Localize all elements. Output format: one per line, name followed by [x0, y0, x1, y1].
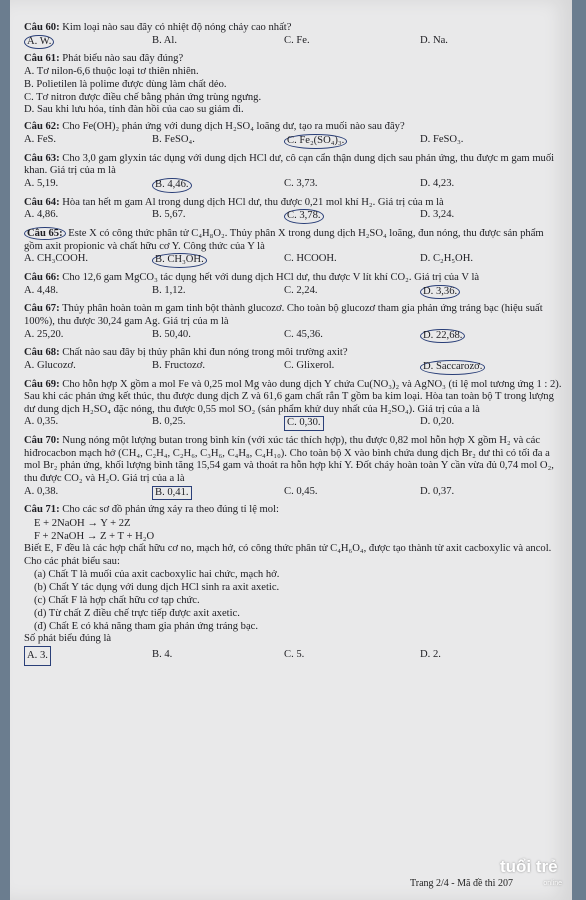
question-62	[24, 121, 564, 148]
option-a: A. 25,20.	[24, 328, 64, 340]
option-b-marked: B. 0,41.	[152, 486, 192, 501]
option-b: B. 50,40.	[152, 328, 191, 340]
question-number: Câu 69:	[24, 378, 60, 390]
option-d-marked: D. 22,68.	[420, 329, 465, 344]
logo-text: tuổi trẻ	[500, 857, 558, 876]
question-number: Câu 64:	[24, 196, 60, 208]
question-number: Câu 65:	[24, 227, 66, 240]
option-a: A. 0,38.	[24, 485, 59, 497]
question-68	[24, 347, 564, 374]
option-d-marked: D. Saccarozơ.	[420, 360, 485, 375]
option-a: A. CH₃COOH.	[24, 253, 89, 265]
statements-intro: Cho các phát biểu sau:	[24, 555, 120, 567]
question-stem: Cho 3,0 gam glyxin tác dụng với dung dịch HCl dư, cô cạn cẩn thận dung dịch sau phản ứng, thu được m gam muối khan. Giá trị của m là	[24, 152, 555, 177]
option-c: C. Glixerol.	[284, 359, 335, 371]
question-number: Câu 61:	[24, 53, 60, 65]
option-c: C. Fe.	[284, 34, 310, 46]
question-number: Câu 62:	[24, 121, 60, 133]
question-ask: Số phát biểu đúng là	[24, 633, 112, 645]
question-stem: Chất nào sau đây bị thủy phân khi đun nóng trong môi trường axit?	[62, 347, 348, 359]
option-a: A. 0,35.	[24, 416, 59, 428]
option-c: C. 45,36.	[284, 328, 323, 340]
option-b: B. 5,67.	[152, 209, 186, 221]
option-d-marked: D. 3,36.	[420, 285, 460, 300]
question-stem: Nung nóng một lượng butan trong bình kín (với xúc tác thích hợp), thu được 0,82 mol hỗn hợp X gồm H₂ và các hiđrocacbon mạch hở (CH₄, C₂H₄, C₂H₆, C₃H₆, C₄H₈, C₄H₁₀). Cho toàn bộ X vào bình chứa dung dịch Br₂ dư thì có tối đa a mol Br₂ phản ứng, khối lượng bình tăng 15,54 gam và thoát ra hỗn hợp khí Y. Đốt cháy hoàn toàn Y cần vừa đủ 0,74 mol O₂, thu được CO₂ và H₂O. Giá trị của a là	[24, 435, 554, 485]
statement-d: (d) Từ chất Z điều chế trực tiếp được axit axetic.	[34, 608, 240, 620]
question-65	[24, 228, 564, 268]
question-stem: Thủy phân hoàn toàn m gam tinh bột thành glucozơ. Cho toàn bộ glucozơ tham gia phản ứng tráng bạc (hiệu suất 100%), thu được 30,24 gam Ag. Giá trị của m là	[24, 303, 543, 327]
option-d: D. 2.	[420, 648, 441, 660]
option-b-marked: B. 4,46.	[152, 178, 192, 193]
question-number: Câu 71:	[24, 504, 60, 516]
question-60	[24, 22, 564, 49]
question-stem: Cho các sơ đồ phản ứng xảy ra theo đúng tỉ lệ mol:	[62, 504, 279, 516]
option-d: D. Na.	[420, 34, 448, 46]
question-number: Câu 66:	[24, 271, 60, 283]
option-d: D. 0,37.	[420, 485, 455, 497]
option-c: C. 2,24.	[284, 284, 318, 296]
question-number: Câu 70:	[24, 435, 60, 447]
option-a: A. 4,48.	[24, 284, 59, 296]
option-c: C. 5.	[284, 648, 305, 660]
option-d: D. Sau khi lưu hóa, tính đàn hồi của cao su giảm đi.	[24, 104, 244, 116]
option-b: B. 1,12.	[152, 284, 186, 296]
option-a: A. Tơ nilon-6,6 thuộc loại tơ thiên nhiên.	[24, 65, 199, 77]
question-stem: Este X có công thức phân tử C₄H₈O₂. Thủy phân X trong dung dịch H₂SO₄ loãng, đun nóng, thu được sản phẩm gồm axit propionic và chất hữu cơ Y. Công thức của Y là	[24, 227, 544, 252]
option-c: C. Tơ nitron được điều chế bằng phản ứng trùng ngưng.	[24, 91, 262, 103]
question-stem: Kim loại nào sau đây có nhiệt độ nóng chảy cao nhất?	[62, 22, 292, 33]
question-70	[24, 435, 564, 500]
option-c-marked: C. 0,30.	[284, 416, 324, 431]
option-b: B. Polietilen là polime được dùng làm chất dẻo.	[24, 78, 227, 90]
question-stem: Cho hỗn hợp X gồm a mol Fe và 0,25 mol Mg vào dung dịch Y chứa Cu(NO₃)₂ và AgNO₃ (tỉ lệ mol tương ứng 1 : 2). Sau khi các phản ứng kết thúc, thu được dung dịch Z và 61,6 gam chất rắn T gồm ba kim loại. Hòa tan toàn bộ T trong lượng dư dung dịch H₂SO₄ đặc nóng, thu được 0,55 mol SO₂ (sản phẩm khử duy nhất của H₂SO₄). Giá trị của a là	[24, 378, 562, 415]
option-c: C. 0,45.	[284, 485, 318, 497]
statement-c: (c) Chất F là hợp chất hữu cơ tạp chức.	[34, 595, 200, 607]
option-a-marked: A. W.	[24, 35, 54, 50]
question-stem: Phát biểu nào sau đây đúng?	[62, 53, 184, 65]
question-66	[24, 272, 564, 299]
statement-b: (b) Chất Y tác dụng với dung dịch HCl sinh ra axit axetic.	[34, 582, 280, 594]
question-stem: Hòa tan hết m gam Al trong dung dịch HCl dư, thu được 0,21 mol khí H₂. Giá trị của m là	[62, 196, 444, 208]
option-d: D. FeSO₃.	[420, 133, 464, 145]
question-number: Câu 67:	[24, 303, 60, 315]
option-c: C. HCOOH.	[284, 253, 337, 265]
statement-dd: (đ) Chất E có khả năng tham gia phản ứng tráng bạc.	[34, 621, 259, 633]
question-71	[24, 504, 564, 665]
option-d: D. C₂H₅OH.	[420, 253, 473, 265]
option-b: B. 4.	[152, 648, 173, 660]
questions-area	[24, 22, 564, 670]
question-number: Câu 68:	[24, 347, 60, 359]
question-64	[24, 197, 564, 224]
option-a: A. 5,19.	[24, 177, 59, 189]
question-stem: Cho 12,6 gam MgCO₃ tác dụng hết với dung dịch HCl dư, thu được V lít khí CO₂. Giá trị của V là	[62, 271, 480, 283]
question-61	[24, 53, 564, 117]
option-a: A. FeS.	[24, 133, 57, 145]
option-a: A. Glucozơ.	[24, 359, 76, 371]
option-b: B. FeSO₄.	[152, 133, 195, 145]
option-b: B. 0,25.	[152, 416, 186, 428]
reaction-equation-2: F + 2NaOH → Z + T + H₂O	[34, 531, 155, 543]
option-a-marked: A. 3.	[24, 646, 51, 666]
option-d: D. 0,20.	[420, 416, 455, 428]
exam-page	[10, 0, 572, 900]
option-c: C. 3,73.	[284, 177, 318, 189]
option-d: D. 4,23.	[420, 177, 455, 189]
option-c-marked: C. 3,78.	[284, 209, 324, 224]
statement-a: (a) Chất T là muối của axit cacboxylic hai chức, mạch hở.	[34, 569, 280, 581]
question-number: Câu 60:	[24, 22, 60, 33]
page-footer: Trang 2/4 - Mã đề thi 207	[410, 878, 513, 889]
option-b: B. Al.	[152, 34, 178, 46]
question-63	[24, 153, 564, 193]
logo-subtext: online	[543, 880, 562, 887]
question-67	[24, 303, 564, 343]
question-description: Biết E, F đều là các hợp chất hữu cơ no, mạch hở, có công thức phân tử C₄H₆O₄, được tạo thành từ axit cacboxylic và ancol.	[24, 543, 552, 555]
option-b: B. Fructozơ.	[152, 359, 205, 371]
option-a: A. 4,86.	[24, 209, 59, 221]
newspaper-logo	[500, 858, 562, 892]
option-c-marked: C. Fe₂(SO₄)₃.	[284, 134, 347, 149]
option-b-marked: B. CH₃OH.	[152, 253, 207, 268]
option-d: D. 3,24.	[420, 209, 455, 221]
question-number: Câu 63:	[24, 152, 60, 164]
question-stem: Cho Fe(OH)₂ phản ứng với dung dịch H₂SO₄ loãng dư, tạo ra muối nào sau đây?	[62, 121, 405, 133]
reaction-equation-1: E + 2NaOH → Y + 2Z	[34, 518, 131, 530]
question-69	[24, 379, 564, 432]
